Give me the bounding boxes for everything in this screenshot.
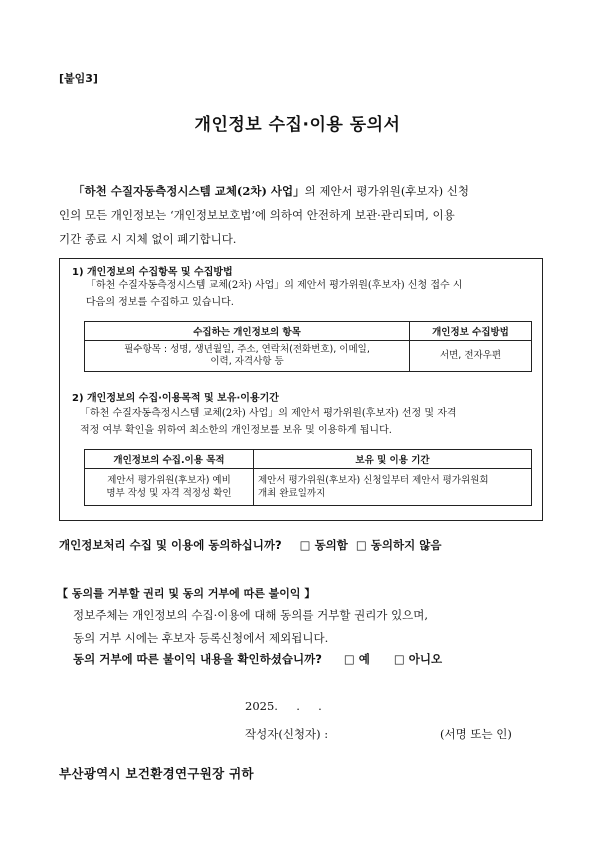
section2-heading: 2) 개인정보의 수집·이용목적 및 보유·이용기간 — [72, 393, 279, 404]
section1-text — [86, 277, 526, 311]
consent-details-box — [59, 258, 543, 521]
section2-text — [80, 405, 536, 439]
refusal-heading: 【 동의를 거부할 권리 및 동의 거부에 따른 불이익 】 — [57, 587, 316, 600]
no-option[interactable] — [394, 651, 442, 667]
intro-line3: 기간 종료 시 지체 없이 폐기합니다. — [59, 232, 237, 246]
consent-question-text: 개인정보처리 수집 및 이용에 동의하십니까? — [59, 538, 282, 552]
collected-items-line2: 이력, 자격사항 등 — [210, 356, 284, 367]
refusal-line1: 정보주체는 개인정보의 수집·이용에 대해 동의를 거부할 권리가 있으며, — [73, 608, 429, 622]
disagree-option[interactable] — [356, 537, 442, 553]
collection-method-cell: 서면, 전자우편 — [410, 341, 532, 372]
collection-items-table — [84, 321, 532, 372]
signature-label: (서명 또는 인) — [440, 727, 512, 741]
intro-line2: 인의 모든 개인정보는 ‘개인정보보호법’에 의하여 안전하게 보관·관리되며, 이용 — [59, 208, 455, 222]
collected-items-cell — [85, 341, 410, 372]
agree-checkbox[interactable]: □ — [299, 538, 311, 552]
section1-text-line2: 다음의 정보를 수집하고 있습니다. — [86, 297, 234, 308]
period-line2: 개최 완료일까지 — [258, 488, 326, 499]
purpose-period-table — [84, 449, 532, 506]
table1-header-method: 개인정보 수집방법 — [410, 322, 532, 341]
period-line1: 제안서 평가위원(후보자) 신청일부터 제안서 평가위원회 — [258, 475, 489, 486]
section1-text-line1: 「하천 수질자동측정시스템 교체(2차) 사업」의 제안서 평가위원(후보자) 신청 접수 시 — [86, 280, 463, 291]
date-line: 2025. . . — [245, 699, 322, 713]
agree-option[interactable] — [300, 537, 348, 553]
period-cell — [254, 469, 532, 506]
section1-heading: 1) 개인정보의 수집항목 및 수집방법 — [72, 267, 233, 278]
attachment-label: [붙임3] — [59, 72, 98, 85]
refusal-confirm-question — [73, 651, 442, 667]
author-label: 작성자(신청자) : — [245, 727, 329, 741]
yes-label: 예 — [358, 652, 370, 666]
no-checkbox[interactable]: □ — [393, 652, 405, 666]
no-label: 아니오 — [408, 652, 443, 666]
document-title: 개인정보 수집·이용 동의서 — [194, 115, 401, 135]
purpose-line2: 명부 작성 및 자격 적정성 확인 — [106, 488, 232, 499]
yes-option[interactable] — [344, 651, 370, 667]
section2-text-line2: 적정 여부 확인을 위하여 최소한의 개인정보를 보유 및 이용하게 됩니다. — [80, 425, 392, 436]
disagree-checkbox[interactable]: □ — [355, 538, 367, 552]
recipient: 부산광역시 보건환경연구원장 귀하 — [59, 766, 254, 781]
purpose-line1: 제안서 평가위원(후보자) 예비 — [107, 475, 231, 486]
table2-header-purpose: 개인정보의 수집.이용 목적 — [85, 450, 254, 469]
consent-question — [59, 537, 441, 553]
refusal-text — [73, 604, 543, 650]
refusal-question-text: 동의 거부에 따른 불이익 내용을 확인하셨습니까? — [73, 652, 322, 666]
table2-header-period: 보유 및 이용 기간 — [254, 450, 532, 469]
table1-header-items: 수집하는 개인정보의 항목 — [85, 322, 410, 341]
agree-label: 동의함 — [314, 538, 348, 552]
section2-text-line1: 「하천 수질자동측정시스템 교체(2차) 사업」의 제안서 평가위원(후보자) 선정 및 자격 — [80, 408, 457, 419]
disagree-label: 동의하지 않음 — [370, 538, 442, 552]
intro-paragraph — [59, 179, 547, 251]
collected-items-line1: 필수항목 : 성명, 생년월일, 주소, 연락처(전화번호), 이메일, — [124, 344, 370, 355]
yes-checkbox[interactable]: □ — [343, 652, 355, 666]
project-name: 「하천 수질자동측정시스템 교체(2차) 사업」 — [73, 184, 305, 198]
refusal-line2: 동의 거부 시에는 후보자 등록신청에서 제외됩니다. — [73, 631, 329, 645]
intro-line1: 의 제안서 평가위원(후보자) 신청 — [304, 184, 469, 198]
purpose-cell — [85, 469, 254, 506]
